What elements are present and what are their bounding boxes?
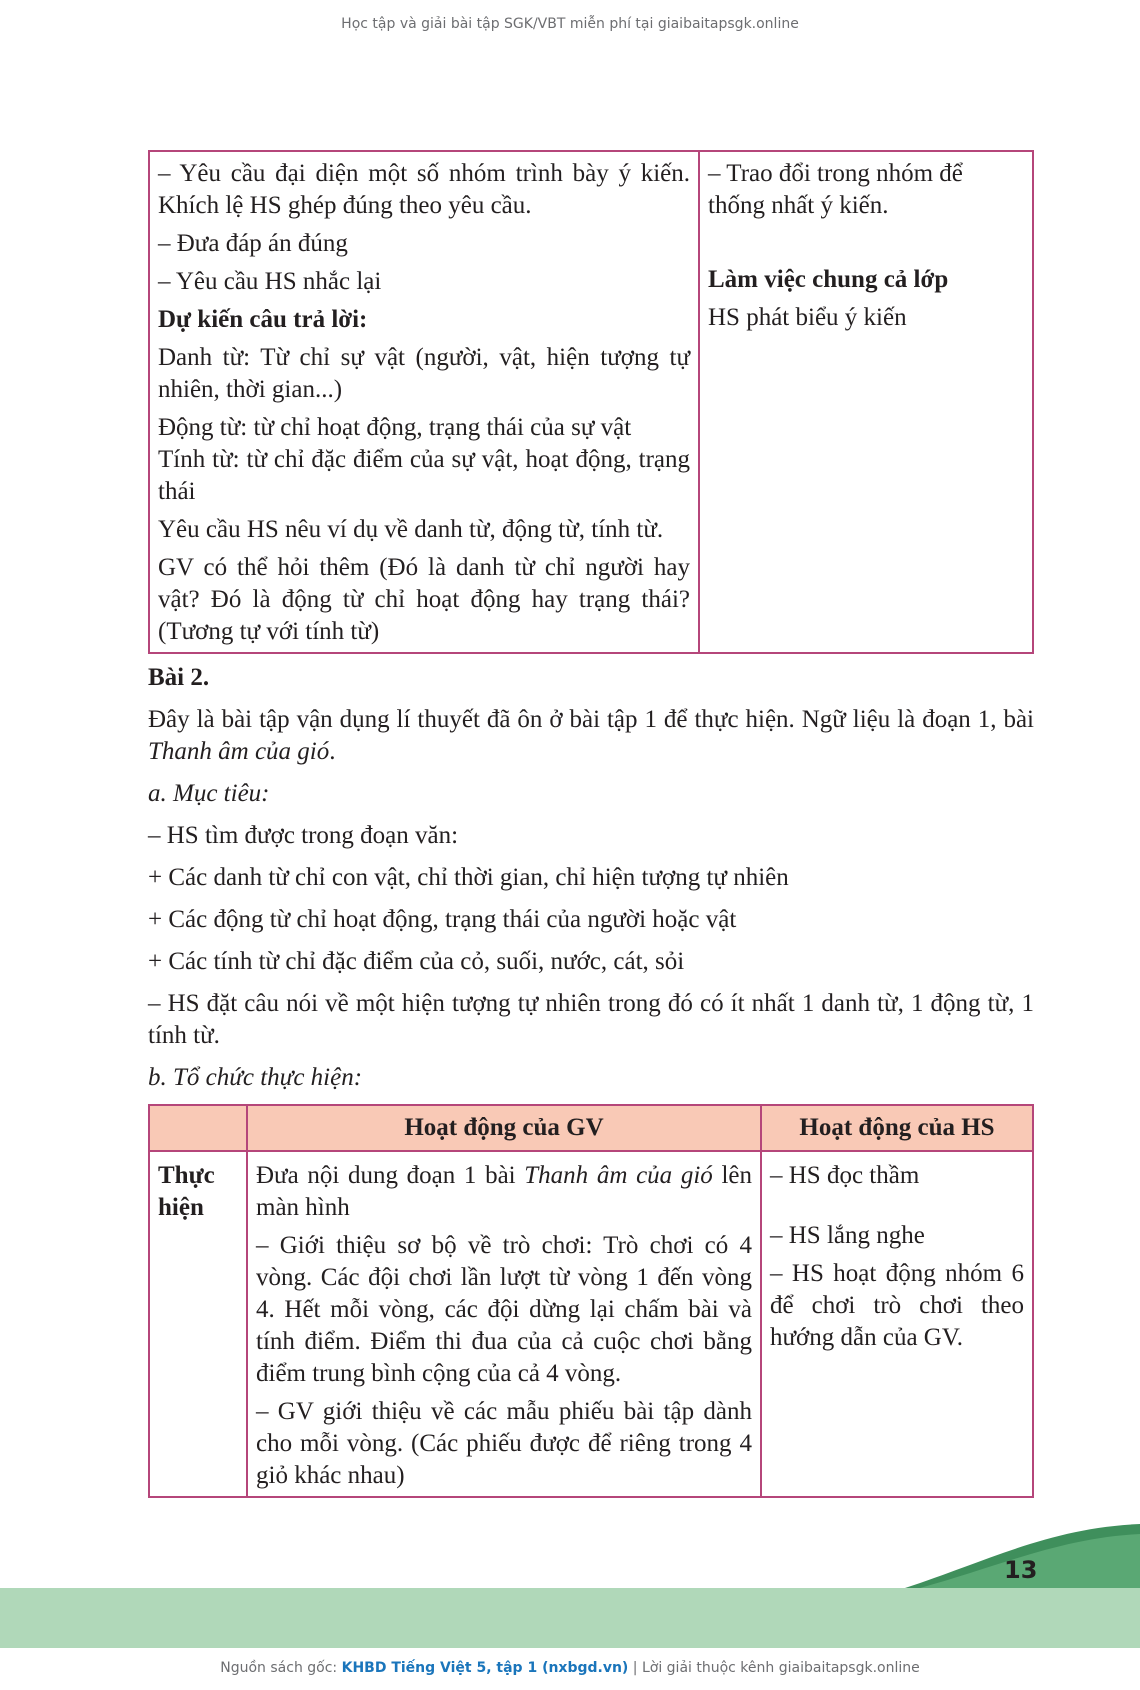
teacher-activities-cell (149, 151, 699, 653)
teacher-step: GV có thể hỏi thêm (Đó là danh từ chỉ người hay vật? Đó là động từ chỉ hoạt động hay trạng thái? (Tương tự với tính từ) (158, 554, 690, 645)
student-activities-cell (761, 1151, 1033, 1497)
activity-table-continued (148, 150, 1034, 654)
goal-item: + Các động từ chỉ hoạt động, trạng thái của người hoặc vật (148, 906, 737, 933)
teacher-step: – Yêu cầu đại diện một số nhóm trình bày ý kiến. Khích lệ HS ghép đúng theo yêu cầu. (158, 160, 690, 219)
student-step: – HS hoạt động nhóm 6 để chơi trò chơi theo hướng dẫn của GV. (770, 1260, 1024, 1351)
goal-label: a. Mục tiêu: (148, 780, 270, 807)
decorative-wave (0, 1520, 1140, 1590)
whole-class-heading: Làm việc chung cả lớp (708, 266, 949, 293)
teacher-step: – Giới thiệu sơ bộ về trò chơi: Trò chơi có 4 vòng. Các đội chơi lần lượt từ vòng 1 đến vòng 4. Hết mỗi vòng, các đội dừng lại chấm bài và tính điểm. Điểm thi đua của cả cuộc chơi bằng điểm trung bình cộng của cả 4 vòng. (256, 1232, 752, 1387)
activity-table (148, 1104, 1034, 1498)
student-step: – HS lắng nghe (770, 1222, 925, 1249)
teacher-step: – Đưa đáp án đúng (158, 230, 348, 257)
student-step: – HS đọc thầm (770, 1162, 920, 1189)
teacher-activities-cell (247, 1151, 761, 1497)
goal-item: + Các tính từ chỉ đặc điểm của cỏ, suối, nước, cát, sỏi (148, 948, 685, 975)
goal-item: – HS đặt câu nói về một hiện tượng tự nhiên trong đó có ít nhất 1 danh từ, 1 động từ, 1 tính từ. (148, 990, 1034, 1049)
goal-item: – HS tìm được trong đoạn văn: (148, 822, 459, 849)
page-number: 13 (1004, 1556, 1038, 1584)
answer-verb: Động từ: từ chỉ hoạt động, trạng thái của sự vật (158, 414, 632, 441)
student-step: HS phát biểu ý kiến (708, 304, 907, 331)
table-header-row (149, 1105, 1033, 1151)
organization-label: b. Tổ chức thực hiện: (148, 1064, 363, 1091)
footer-band (0, 1588, 1140, 1648)
student-activities-cell (699, 151, 1033, 653)
student-step: – Trao đổi trong nhóm để thống nhất ý kiến. (708, 160, 963, 219)
page-header: Học tập và giải bài tập SGK/VBT miễn phí tại giaibaitapsgk.online (341, 16, 799, 32)
header-teacher: Hoạt động của GV (247, 1105, 761, 1151)
table-row (149, 1151, 1033, 1497)
header-student: Hoạt động của HS (761, 1105, 1033, 1151)
answer-adjective: Tính từ: từ chỉ đặc điểm của sự vật, hoạt động, trạng thái (158, 446, 690, 505)
teacher-step: Yêu cầu HS nêu ví dụ về danh từ, động từ, tính từ. (158, 516, 664, 543)
lesson-title: Thanh âm của gió (148, 738, 330, 765)
answer-noun: Danh từ: Từ chỉ sự vật (người, vật, hiện tượng tự nhiên, thời gian...) (158, 344, 690, 403)
expected-answer-heading: Dự kiến câu trả lời: (158, 306, 368, 333)
header-empty (149, 1105, 247, 1151)
teacher-step: – GV giới thiệu về các mẫu phiếu bài tập dành cho mỗi vòng. (Các phiếu được để riêng trong 4 giỏ khác nhau) (256, 1398, 752, 1489)
teacher-step: – Yêu cầu HS nhắc lại (158, 268, 382, 295)
exercise-intro: Đây là bài tập vận dụng lí thuyết đã ôn ở bài tập 1 để thực hiện. Ngữ liệu là đoạn 1, bài Thanh âm của gió. (148, 706, 1034, 765)
goal-item: + Các danh từ chỉ con vật, chỉ thời gian, chỉ hiện tượng tự nhiên (148, 864, 789, 891)
teacher-step: Đưa nội dung đoạn 1 bài Thanh âm của gió lên màn hình (256, 1162, 752, 1221)
row-label: Thực hiện (149, 1151, 247, 1497)
source-link[interactable]: KHBD Tiếng Việt 5, tập 1 (nxbgd.vn) (341, 1660, 629, 1676)
page-footer: Nguồn sách gốc: KHBD Tiếng Việt 5, tập 1 (nxbgd.vn) | Lời giải thuộc kênh giaibaitapsgk.online (220, 1660, 920, 1676)
exercise-heading: Bài 2. (148, 664, 210, 691)
page-content (148, 150, 1034, 1498)
